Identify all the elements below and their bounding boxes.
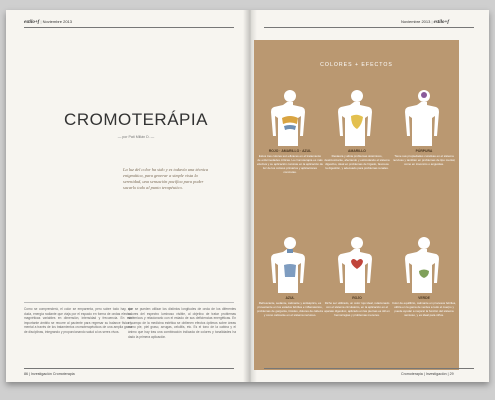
colors-effects-panel [254,40,459,370]
body-silhouette-icon [402,88,446,146]
figure-description: Dicho ser utilizado, un color rojo ideal, relacionado con el sistema circulatorio, en la aplicación en el aparato digestivo; aplicado en las piernas es útil en hemorragias y problemas menores. [324,301,390,318]
figure-description: Tiene sus propiedades curativas en el sistema nervioso y también en problemas de tipo mental, como en insomnio o angustias. [392,154,456,167]
magazine-logo: estilo+f [24,20,40,25]
figure-description: Estos tres colores son eficaces en el tratamiento de enfermedades críticas. La cromoterapia es más efectiva y su aplicación consiste en la aplicación de luz de los colores primarios y aplicaciones concretas. [257,154,323,175]
figure-verde [391,235,457,317]
footer-rule [24,368,234,369]
footer-rule [264,368,474,369]
figure-azul [257,235,323,317]
body-column-1: Como se comprenderá, el color se emparenta, pero sobre todo hay, sin duda, energía radiante que viaja por el espacio en forma de ondas electro-magnéticas variables en dimensión, intensidad y frecuencia. En ese importante ámbito se recurre al paciente para regresar su balance físico y mental a través de los tratamientos cromoterapéuticos de una amplia gama de disciplinas, integrando y proporcionando salud a los seres vivos. [24,307,132,334]
issue-date: Noviembre 2013 [401,19,431,24]
byline: — por Pati Millán D. — [117,135,155,139]
body-silhouette-icon [268,88,312,146]
figure-description: Color de equilibrio, calmante en procesos febriles, utiliza en la gama de verdes a todo el cuerpo y puede ayudar a mejorar la función del sistema nervioso, y es ideal para niños. [391,301,457,318]
intro-paragraph: La luz del color ha sido y es todavía una técnica enigmática, para generar a simple vista la serenidad, una sensación pacífica para poder sacarlo todo al punto terapéutico. [123,167,209,190]
magazine-spread [6,10,489,382]
issue-date: Noviembre 2013 [42,19,72,24]
left-footer: 86 | Investigación Cromoterapia [24,372,75,376]
body-silhouette-icon [402,235,446,293]
magazine-logo: estilo+f [433,20,449,25]
figure-label: PÚRPURA [415,149,433,153]
article-title: CROMOTERÁPIA [64,110,208,129]
figure-label: AMARILLO [348,149,366,153]
figure-purpura [391,88,457,166]
figure-label: AZUL [285,296,295,300]
figure-rojo-amarillo-azul [257,88,323,174]
figure-label: VERDE [418,296,430,300]
header-rule [264,27,474,28]
figure-rojo [324,235,390,317]
figure-description: Restaura y alivia problemas sistémicos, desintoxicante, afectando y estimulando el sistema digestivo, ideal en problemas de hígado, favorece la digestión, y adecuado para problemas renales. [324,154,390,171]
column-rule [24,302,234,303]
figure-label: ROJO [352,296,362,300]
panel-title: COLORES + EFECTOS [320,62,393,68]
right-footer: Cromoterapia | Investigación | 29 [401,372,454,376]
figure-description: Refrescante, sedante, calmante y antiséptico, es proveniente en los estados febriles e inflamatorios, problemas de garganta, tiroides, dolores de cabeza y como calmante en el sistema nervioso. [257,301,323,318]
header-rule [24,27,234,28]
figure-label: ROJO · AMARILLO · AZUL [268,149,312,153]
body-silhouette-icon [268,235,312,293]
right-header: Noviembre 2013 | estilo+f [401,19,449,25]
left-header: estilo+f | Noviembre 2013 [24,19,72,25]
body-silhouette-icon [335,88,379,146]
body-silhouette-icon [335,235,379,293]
body-column-2: que se pueden utilizar los distintos longitudes de onda de los diferentes colores del espectro luminoso visible, al objetivo de tratar problemas sistémicos y relacionarlo con el estado de sus deficiencias energéticas. En el campo de la medicina estética se obtienen efectos óptimos sobre áreas como pie, piel graso, arrugas, celulitis, etc. Es el tono de la cabina y el ánimo que hay tras una combinación indicada de colores y tonalidades ha dado la primera aplicación. [128,307,236,339]
figure-amarillo [324,88,390,170]
